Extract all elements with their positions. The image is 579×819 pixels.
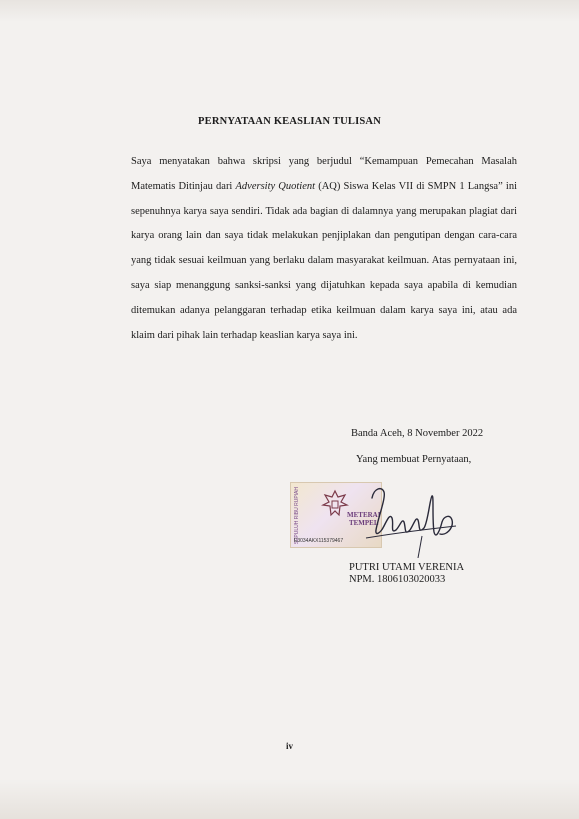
signer-name: PUTRI UTAMI VERENIA: [349, 562, 465, 573]
statement-text-italic: Adversity Quotient: [235, 180, 316, 192]
handwritten-signature: [360, 478, 460, 558]
materai-side-text: SEPULUH RIBU RUPIAH: [294, 487, 300, 545]
page-number: iv: [285, 741, 293, 751]
stamp-and-signature: [290, 478, 460, 558]
signer-npm: NPM. 1806103020033: [349, 574, 446, 585]
scan-edge-bottom: [0, 779, 579, 819]
statement-text-part2: (AQ) Siswa Kelas VII di SMPN 1 Langsa” ini sepenuhnya karya saya sendiri. Tidak ada bagian di dalamnya yang merupakan plagiat dari karya orang lain dan saya tidak melakukan penjiplakan dan pengutipan dengan cara-cara yang tidak sesuai keilmuan yang berlaku dalam masyarakat keilmuan. Atas pernyataan ini, saya siap menanggung sanksi-sanksi yang dijatuhkan kepada saya apabila di kemudian ditemukan adanya pelanggaran terhadap etika keilmuan dalam karya saya ini, atau ada klaim dari pihak lain terhadap keaslian karya saya ini.: [131, 180, 517, 341]
statement-paragraph: [131, 150, 517, 348]
signature-role: Yang membuat Pernyataan,: [356, 454, 472, 465]
statement-text-part1: Saya menyatakan bahwa skripsi yang berjudul “Kemampuan Pemecahan Masalah Matematis Ditinjau dari: [131, 156, 517, 192]
page-title: PERNYATAAN KEASLIAN TULISAN: [198, 116, 381, 127]
garuda-emblem-icon: [321, 489, 349, 519]
scan-edge-top: [0, 0, 579, 22]
materai-label-line1: METERAI: [347, 511, 381, 519]
materai-serial: E3034AKX115379467: [294, 538, 344, 544]
materai-label-line2: TEMPEL: [348, 519, 379, 527]
signature-place-date: Banda Aceh, 8 November 2022: [351, 428, 484, 439]
